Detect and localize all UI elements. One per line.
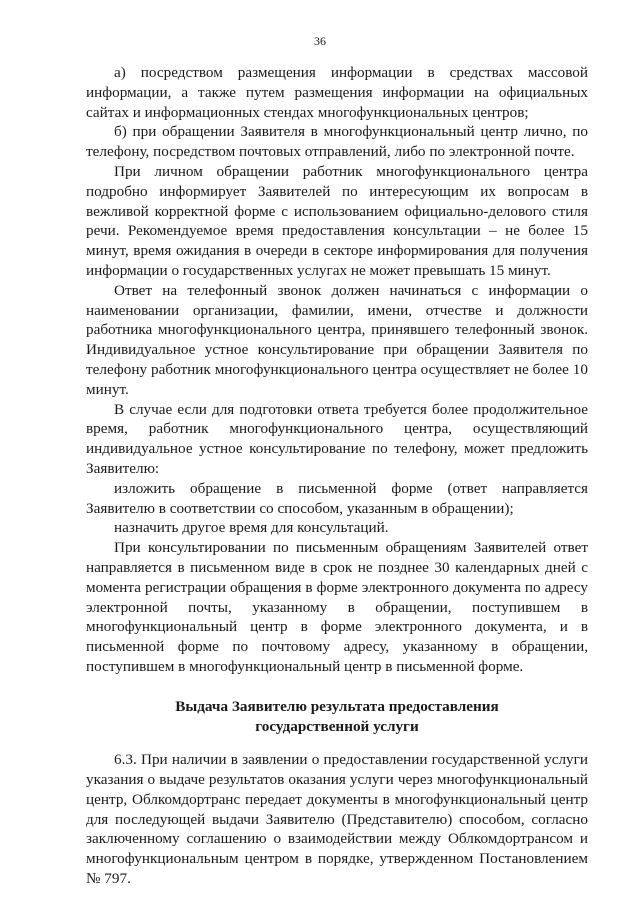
- paragraph-written-request-option: изложить обращение в письменной форме (ответ направляется Заявителю в соответствии со способом, указанным в обращении);: [86, 479, 588, 517]
- paragraph-personal-consultation: При личном обращении работник многофункционального центра подробно информирует Заявителей по интересующим их вопросам в вежливой корректной форме с использованием официально-делового стиля речи. Рекомендуемое время предоставления консультации – не более 15 минут, время ожидания в очереди в секторе информирования для получения информации о государственных услугах не может превышать 15 минут.: [86, 162, 588, 279]
- spacer: [86, 736, 588, 750]
- section-heading: [86, 697, 588, 737]
- spacer: [86, 677, 588, 697]
- page-number: 36: [314, 34, 326, 48]
- paragraph-6-3: 6.3. При наличии в заявлении о предоставлении государственной услуги указания о выдаче результатов оказания услуги через многофункциональный центр, Облкомдортранс передает документы в многофункциональный центр для последующей выдачи Заявителю (Представителю) способом, согласно заключенному соглашению о взаимодействии между Облкомдортрансом и многофункциональным центром в порядке, утвержденном Постановлением № 797.: [86, 751, 588, 888]
- paragraph-item-a: а) посредством размещения информации в средствах массовой информации, а также путем размещения информации на официальных сайтах и информационных стендах многофункциональных центров;: [86, 64, 588, 121]
- paragraph-item-b: б) при обращении Заявителя в многофункциональный центр лично, по телефону, посредством почтовых отправлений, либо по электронной почте.: [86, 123, 588, 161]
- document-body: [86, 63, 588, 889]
- paragraph-phone-call: Ответ на телефонный звонок должен начинаться с информации о наименовании организации, фамилии, имени, отчестве и должности работника многофункционального центра, принявшего телефонный звонок. Индивидуальное устное консультирование при обращении Заявителя по телефону работник многофункционального центра осуществляет не более 10 минут.: [86, 281, 588, 398]
- paragraph-longer-preparation: В случае если для подготовки ответа требуется более продолжительное время, работник многофункционального центра, осуществляющий индивидуальное устное консультирование по телефону, может предложить Заявителю:: [86, 400, 588, 477]
- section-heading-line-1: Выдача Заявителю результата предоставления: [175, 697, 499, 715]
- section-heading-line-2: государственной услуги: [255, 717, 419, 735]
- paragraph-reschedule-option: назначить другое время для консультаций.: [114, 519, 389, 537]
- paragraph-written-consultation: При консультировании по письменным обращениям Заявителей ответ направляется в письменном виде в срок не позднее 30 календарных дней с момента регистрации обращения в форме электронного документа по адресу электронной почты, указанному в обращении, поступившем в многофункциональный центр в форме электронного документа, и в письменной форме по почтовому адресу, указанному в обращении, поступившем в многофункциональный центр в письменной форме.: [86, 539, 588, 675]
